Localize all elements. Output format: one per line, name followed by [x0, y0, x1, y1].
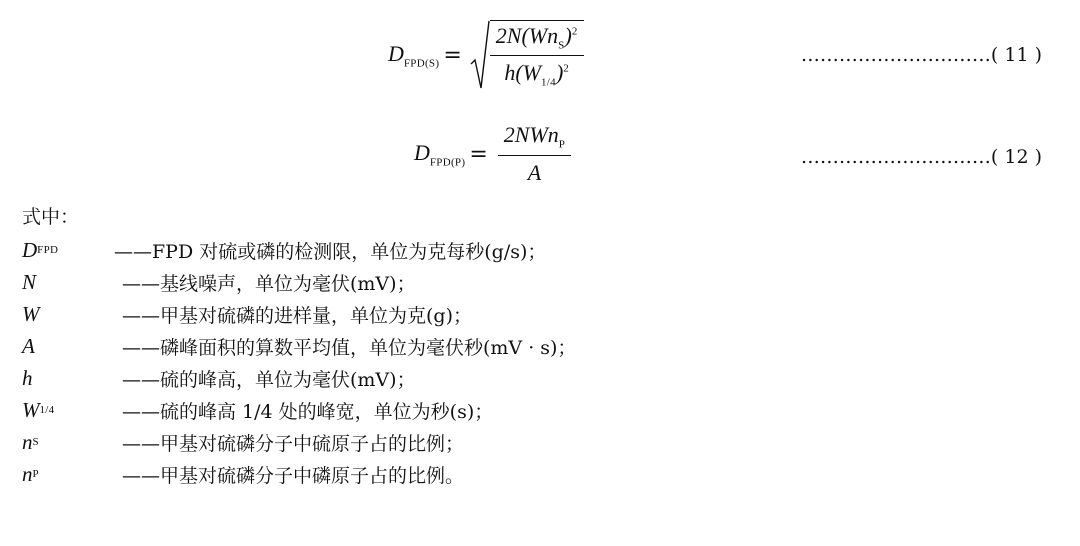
definition-row — [22, 362, 576, 394]
definition-text: ——甲基对硫磷分子中硫原子占的比例； — [122, 432, 465, 455]
definition-row — [22, 266, 576, 298]
definition-text: ——基线噪声，单位为毫伏(mV)； — [122, 272, 416, 295]
formula-12-lhs: $D_{FPD(P)}$ — [414, 139, 466, 169]
formula-11-numerator: $2N(Wn_S)^2$ — [490, 23, 584, 56]
definition-symbol: W — [22, 301, 40, 326]
definition-symbol: A — [22, 333, 35, 358]
equation-number-12: …………………………( 12 ) — [800, 146, 1042, 168]
definition-symbol: W 1/4 — [22, 397, 55, 422]
definition-row — [22, 426, 576, 458]
radical-sign-icon — [470, 20, 490, 90]
definition-row — [22, 458, 576, 490]
definition-symbol: n S — [22, 429, 39, 454]
formula-11-denominator: $h(W_{1/4})^2$ — [504, 60, 570, 89]
equals-sign: = — [443, 42, 462, 68]
definition-row — [22, 234, 576, 266]
formula-12-denominator: A — [527, 159, 542, 185]
definition-row — [22, 298, 576, 330]
definition-text: ——硫的峰高，单位为毫伏(mV)； — [122, 368, 416, 391]
definition-text: ——甲基对硫磷分子中磷原子占的比例。 — [122, 464, 465, 487]
equals-sign: = — [469, 141, 488, 167]
definition-text: ——甲基对硫磷的进样量，单位为克(g)； — [122, 304, 472, 327]
where-label: 式中： — [22, 206, 80, 228]
equation-number-11: …………………………( 11 ) — [800, 44, 1042, 66]
formula-12-numerator: 2NWn$_P$ — [498, 122, 571, 155]
definition-symbol: N — [22, 269, 37, 294]
formula-12 — [414, 118, 571, 190]
definition-text: ——硫的峰高 1/4 处的峰宽，单位为秒(s)； — [122, 400, 494, 423]
formula-11 — [388, 18, 584, 92]
definition-symbol: D FPD — [22, 237, 59, 262]
formula-11-lhs: $D_{FPD(S)}$ — [388, 40, 440, 70]
square-root — [470, 20, 584, 90]
definition-symbol: h — [22, 365, 33, 390]
definition-row — [22, 330, 576, 362]
definition-text: ——磷峰面积的算数平均值，单位为毫伏秒(mV · s)； — [122, 336, 577, 359]
definition-symbol: n P — [22, 461, 39, 486]
definition-text: ——FPD 对硫或磷的检测限，单位为克每秒(g/s)； — [114, 240, 547, 263]
definition-row — [22, 394, 576, 426]
definitions-list — [22, 234, 576, 490]
